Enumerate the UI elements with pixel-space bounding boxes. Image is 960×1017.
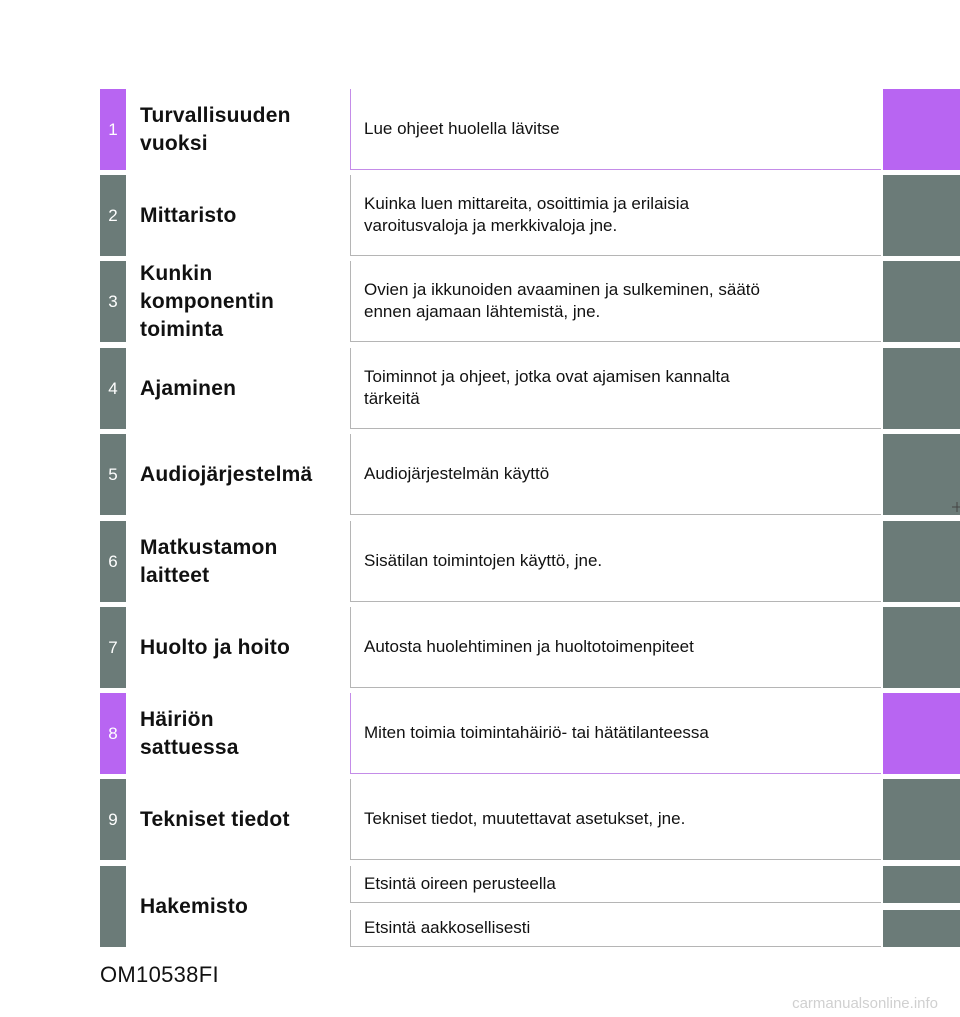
section-description: Lue ohjeet huolella lävitse	[364, 119, 560, 138]
index-item-label: Etsintä oireen perusteella	[364, 874, 556, 893]
section-title: Turvallisuuden vuoksi	[140, 103, 291, 155]
watermark: carmanualsonline.info	[792, 995, 938, 1012]
section-tab[interactable]	[883, 521, 960, 602]
section-row-7[interactable]	[100, 607, 960, 688]
section-description: Autosta huolehtiminen ja huoltotoimenpiteet	[364, 637, 694, 656]
section-title: Huolto ja hoito	[140, 635, 290, 659]
section-description: Audiojärjestelmän käyttö	[364, 464, 550, 483]
section-tab[interactable]	[883, 175, 960, 256]
section-description-box	[350, 779, 881, 860]
section-description-box	[350, 693, 881, 774]
section-number: 3	[100, 261, 126, 342]
section-tab[interactable]	[883, 89, 960, 170]
crop-mark-icon	[952, 502, 960, 512]
section-tab[interactable]	[883, 607, 960, 688]
section-description: Miten toimia toimintahäiriö- tai hätätilanteessa	[364, 723, 709, 742]
index-item-alphabetical[interactable]	[350, 910, 881, 947]
section-row-5[interactable]	[100, 434, 960, 515]
section-row-9[interactable]	[100, 779, 960, 860]
index-item-symptom[interactable]	[350, 866, 881, 903]
manual-code: OM10538FI	[100, 962, 219, 987]
section-tab[interactable]	[883, 693, 960, 774]
section-description: Ovien ja ikkunoiden avaaminen ja sulkeminen, säätö ennen ajamaan lähtemistä, jne.	[364, 280, 760, 321]
index-row[interactable]	[100, 866, 960, 947]
section-title: Ajaminen	[140, 376, 237, 400]
section-number: 2	[100, 175, 126, 256]
section-description-box	[350, 89, 881, 170]
section-number: 6	[100, 521, 126, 602]
section-row-3[interactable]	[100, 261, 960, 342]
section-description: Kuinka luen mittareita, osoittimia ja erilaisia varoitusvaloja ja merkkivaloja jne.	[364, 194, 690, 235]
section-title: Audiojärjestelmä	[140, 462, 313, 486]
section-number: 1	[100, 89, 126, 170]
section-description: Tekniset tiedot, muutettavat asetukset, jne.	[364, 809, 686, 828]
index-number-tab	[100, 866, 126, 947]
section-number: 4	[100, 348, 126, 429]
section-tab[interactable]	[883, 261, 960, 342]
section-description: Toiminnot ja ohjeet, jotka ovat ajamisen kannalta tärkeitä	[364, 367, 730, 408]
section-title: Tekniset tiedot	[140, 807, 290, 831]
section-description-box	[350, 434, 881, 515]
section-number: 7	[100, 607, 126, 688]
index-item-label: Etsintä aakkosellisesti	[364, 918, 531, 937]
section-row-6[interactable]	[100, 521, 960, 602]
section-number: 9	[100, 779, 126, 860]
section-number: 8	[100, 693, 126, 774]
section-description-box	[350, 348, 881, 429]
section-tab[interactable]	[883, 779, 960, 860]
section-description-box	[350, 521, 881, 602]
index-title: Hakemisto	[140, 894, 249, 918]
index-item-tab[interactable]	[883, 910, 960, 947]
section-number: 5	[100, 434, 126, 515]
section-row-1[interactable]	[100, 89, 960, 170]
section-row-2[interactable]	[100, 175, 960, 256]
section-tab[interactable]	[883, 434, 960, 515]
section-tab[interactable]	[883, 348, 960, 429]
section-description-box	[350, 607, 881, 688]
section-title: Matkustamon laitteet	[140, 535, 278, 587]
section-title: Kunkin komponentin toiminta	[140, 261, 275, 341]
section-row-8[interactable]	[100, 693, 960, 774]
index-item-tab[interactable]	[883, 866, 960, 903]
section-description-box	[350, 175, 881, 256]
section-description-box	[350, 261, 881, 342]
section-title: Mittaristo	[140, 203, 237, 227]
section-description: Sisätilan toimintojen käyttö, jne.	[364, 551, 603, 570]
section-title: Häiriön sattuessa	[140, 707, 239, 759]
section-row-4[interactable]	[100, 348, 960, 429]
